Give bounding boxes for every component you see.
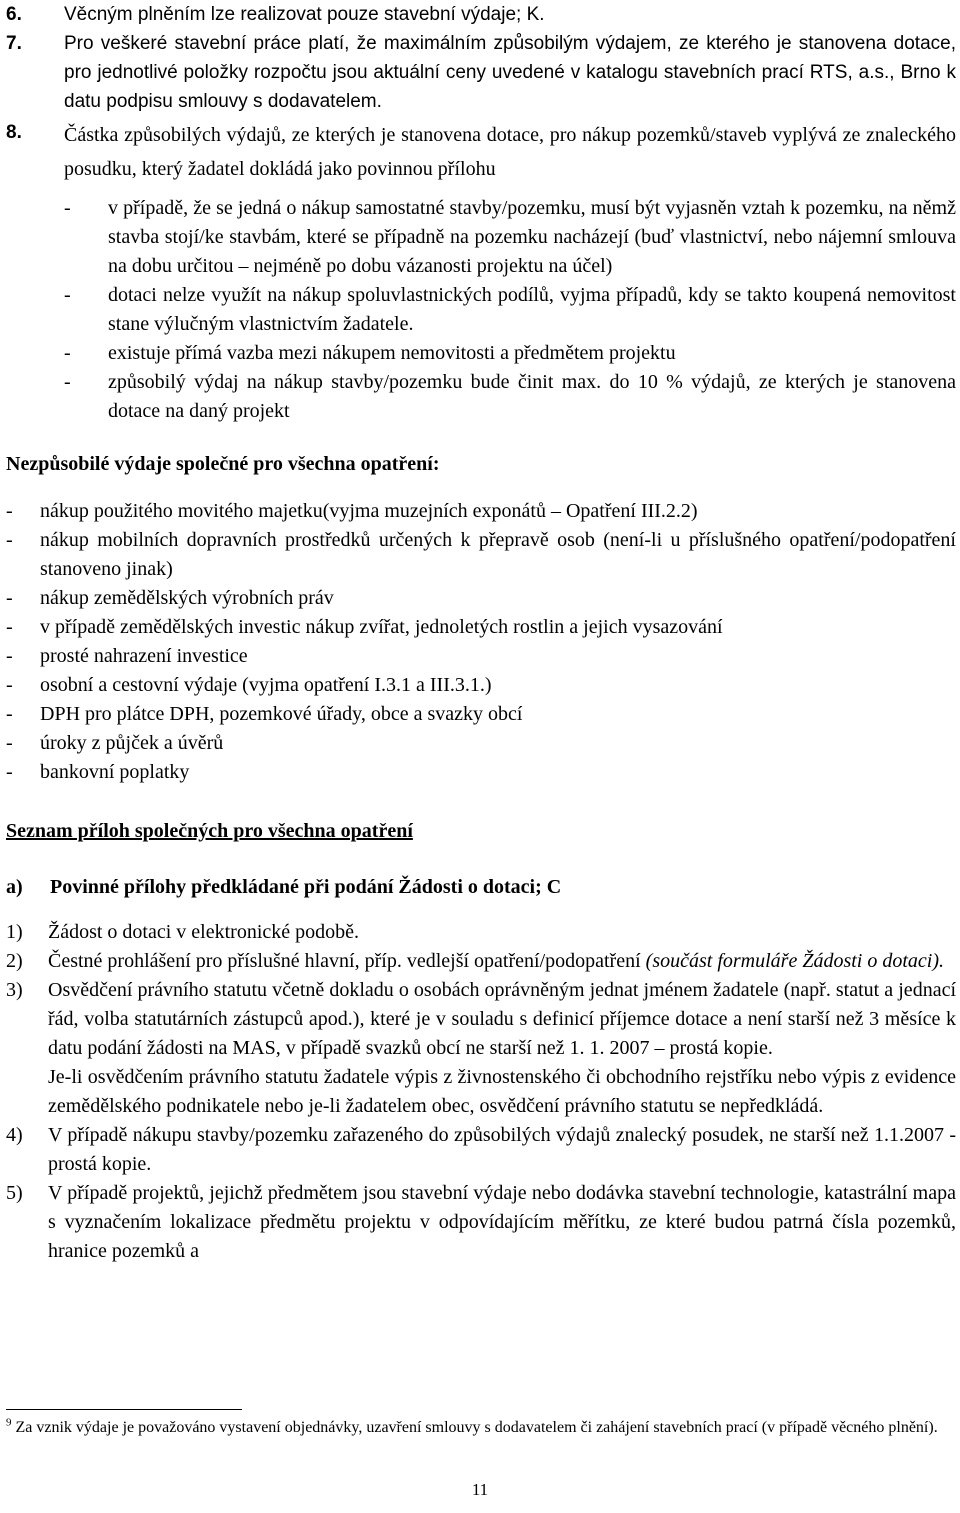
list-item-text: DPH pro plátce DPH, pozemkové úřady, obce a svazky obcí bbox=[40, 703, 523, 725]
list-item bbox=[6, 194, 956, 281]
dash-bullet: - bbox=[64, 371, 71, 393]
list-item bbox=[6, 729, 956, 758]
item-text: V případě projektů, jejichž předmětem jsou stavební výdaje nebo dodávka stavební technologie, katastrální mapa s vyznačením lokalizace předmětu projektu v odpovídajícím měřítku, ze které budou patrná čísla pozemků, hranice pozemků a bbox=[48, 1182, 956, 1262]
item-number: 6. bbox=[6, 4, 22, 25]
dash-bullet: - bbox=[6, 732, 13, 754]
list-item-text: v případě zemědělských investic nákup zvířat, jednoletých rostlin a jejich vysazování bbox=[40, 616, 723, 638]
item-text: Částka způsobilých výdajů, ze kterých je stanovena dotace, pro nákup pozemků/staveb vyplývá ze znaleckého posudku, který žadatel dokládá jako povinnou přílohu bbox=[64, 124, 956, 180]
list-item bbox=[6, 526, 956, 584]
list-item bbox=[6, 758, 956, 787]
item-number: 4) bbox=[6, 1124, 23, 1146]
dash-bullet: - bbox=[6, 703, 13, 725]
list-item bbox=[6, 339, 956, 368]
footnote-mark: 9 bbox=[6, 1416, 12, 1429]
list-item-text: nákup mobilních dopravních prostředků určených k přepravě osob (není-li u příslušného opatření/podopatření stanoveno jinak) bbox=[40, 529, 956, 580]
list-item-text: v případě, že se jedná o nákup samostatné stavby/pozemku, musí být vyjasněn vztah k pozemku, na němž stavba stojí/ke stavbám, které se případně na pozemku nacházejí (buď vlastnictví, nebo nájemní smlouva na dobu určitou – nejméně po dobu vázanosti projektu na účel) bbox=[108, 197, 956, 277]
attachment-item-2 bbox=[6, 947, 956, 976]
attachments-list bbox=[6, 918, 956, 1266]
item-text-wrapper bbox=[48, 947, 956, 976]
ineligible-list bbox=[6, 497, 956, 787]
page-number: 11 bbox=[471, 1480, 489, 1499]
numbered-item-8 bbox=[6, 118, 956, 186]
item-number: 3) bbox=[6, 979, 23, 1001]
dash-bullet: - bbox=[6, 645, 13, 667]
numbered-list bbox=[6, 0, 956, 186]
list-item bbox=[6, 368, 956, 426]
list-item bbox=[6, 613, 956, 642]
attachment-item-1 bbox=[6, 918, 956, 947]
list-item-text: dotaci nelze využít na nákup spoluvlastnických podílů, vyjma případů, kdy se takto koupená nemovitost stane výlučným vlastnictvím žadatele. bbox=[108, 284, 956, 335]
item-extra-text: Je-li osvědčením právního statutu žadatele výpis z živnostenského či obchodního rejstříku nebo výpis z evidence zemědělského podnikatele nebo je-li žadatelem obec, osvědčení právního statutu se nepředkládá. bbox=[48, 1066, 956, 1117]
dash-bullet: - bbox=[64, 342, 71, 364]
section-title: Povinné přílohy předkládané při podání Žádosti o dotaci; C bbox=[50, 876, 562, 898]
list-item-text: způsobilý výdaj na nákup stavby/pozemku bude činit max. do 10 % výdajů, ze kterých je stanovena dotace na daný projekt bbox=[108, 371, 956, 422]
numbered-item-6 bbox=[6, 0, 956, 29]
list-item bbox=[6, 584, 956, 613]
item-italic-text: (součást formuláře Žádosti o dotaci). bbox=[645, 950, 944, 972]
dash-bullet: - bbox=[64, 284, 71, 306]
list-item bbox=[6, 671, 956, 700]
attachment-item-3 bbox=[6, 976, 956, 1121]
dash-bullet: - bbox=[6, 616, 13, 638]
section-a-heading bbox=[6, 873, 956, 902]
section-label: a) bbox=[6, 876, 23, 898]
attachment-item-4 bbox=[6, 1121, 956, 1179]
dash-bullet: - bbox=[6, 674, 13, 696]
ineligible-heading: Nezpůsobilé výdaje společné pro všechna opatření: bbox=[6, 453, 440, 475]
document-page bbox=[6, 0, 956, 1266]
dash-bullet: - bbox=[6, 500, 13, 522]
item-text: Věcným plněním lze realizovat pouze stavební výdaje; K. bbox=[64, 4, 545, 25]
item-text: Čestné prohlášení pro příslušné hlavní, příp. vedlejší opatření/podopatření bbox=[48, 950, 646, 972]
item-text: Žádost o dotaci v elektronické podobě. bbox=[48, 921, 360, 943]
item-number: 8. bbox=[6, 122, 22, 143]
list-item-text: nákup použitého movitého majetku(vyjma muzejních exponátů – Opatření III.2.2) bbox=[40, 500, 698, 522]
item-number: 5) bbox=[6, 1182, 23, 1204]
item-text: Osvědčení právního statutu včetně dokladu o osobách oprávněným jednat jménem žadatele (např. statut a jednací řád, volba statutárních zástupců apod.), které je v souladu s definicí příjemce dotace a není starší než 3 měsíce k datu podání žádosti na MAS, v případě svazků obcí ne starší než 1. 1. 2007 – prostá kopie. bbox=[48, 979, 956, 1059]
dash-bullet: - bbox=[64, 197, 71, 219]
item-number: 1) bbox=[6, 921, 23, 943]
numbered-item-7 bbox=[6, 29, 956, 116]
dash-bullet: - bbox=[6, 587, 13, 609]
item-number: 7. bbox=[6, 33, 22, 54]
list-item-text: bankovní poplatky bbox=[40, 761, 190, 783]
footnote-text: Za vznik výdaje je považováno vystavení objednávky, uzavření smlouvy s dodavatelem či zahájení stavebních prací (v případě věcného plnění). bbox=[15, 1419, 938, 1436]
list-item-text: úroky z půjček a úvěrů bbox=[40, 732, 224, 754]
attachments-heading: Seznam příloh společných pro všechna opatření bbox=[6, 820, 413, 842]
list-item bbox=[6, 642, 956, 671]
footnote-divider bbox=[6, 1409, 242, 1410]
list-item bbox=[6, 700, 956, 729]
dash-bullet: - bbox=[6, 761, 13, 783]
attachment-item-5 bbox=[6, 1179, 956, 1266]
item8-bullet-list bbox=[6, 194, 956, 426]
list-item bbox=[6, 497, 956, 526]
list-item-text: prosté nahrazení investice bbox=[40, 645, 248, 667]
list-item-text: osobní a cestovní výdaje (vyjma opatření I.3.1 a III.3.1.) bbox=[40, 674, 492, 696]
item-text: Pro veškeré stavební práce platí, že maximálním způsobilým výdajem, ze kterého je stanovena dotace, pro jednotlivé položky rozpočtu jsou aktuální ceny uvedené v katalogu stavebních prací RTS, a.s., Brno k datu podpisu smlouvy s dodavatelem. bbox=[64, 33, 956, 112]
list-item-text: existuje přímá vazba mezi nákupem nemovitosti a předmětem projektu bbox=[108, 342, 676, 364]
list-item bbox=[6, 281, 956, 339]
item-text: V případě nákupu stavby/pozemku zařazeného do způsobilých výdajů znalecký posudek, ne starší než 1.1.2007 - prostá kopie. bbox=[48, 1124, 956, 1175]
footnote bbox=[6, 1416, 956, 1439]
list-item-text: nákup zemědělských výrobních práv bbox=[40, 587, 334, 609]
item-text-wrapper bbox=[48, 976, 956, 1121]
dash-bullet: - bbox=[6, 529, 13, 551]
item-number: 2) bbox=[6, 950, 23, 972]
